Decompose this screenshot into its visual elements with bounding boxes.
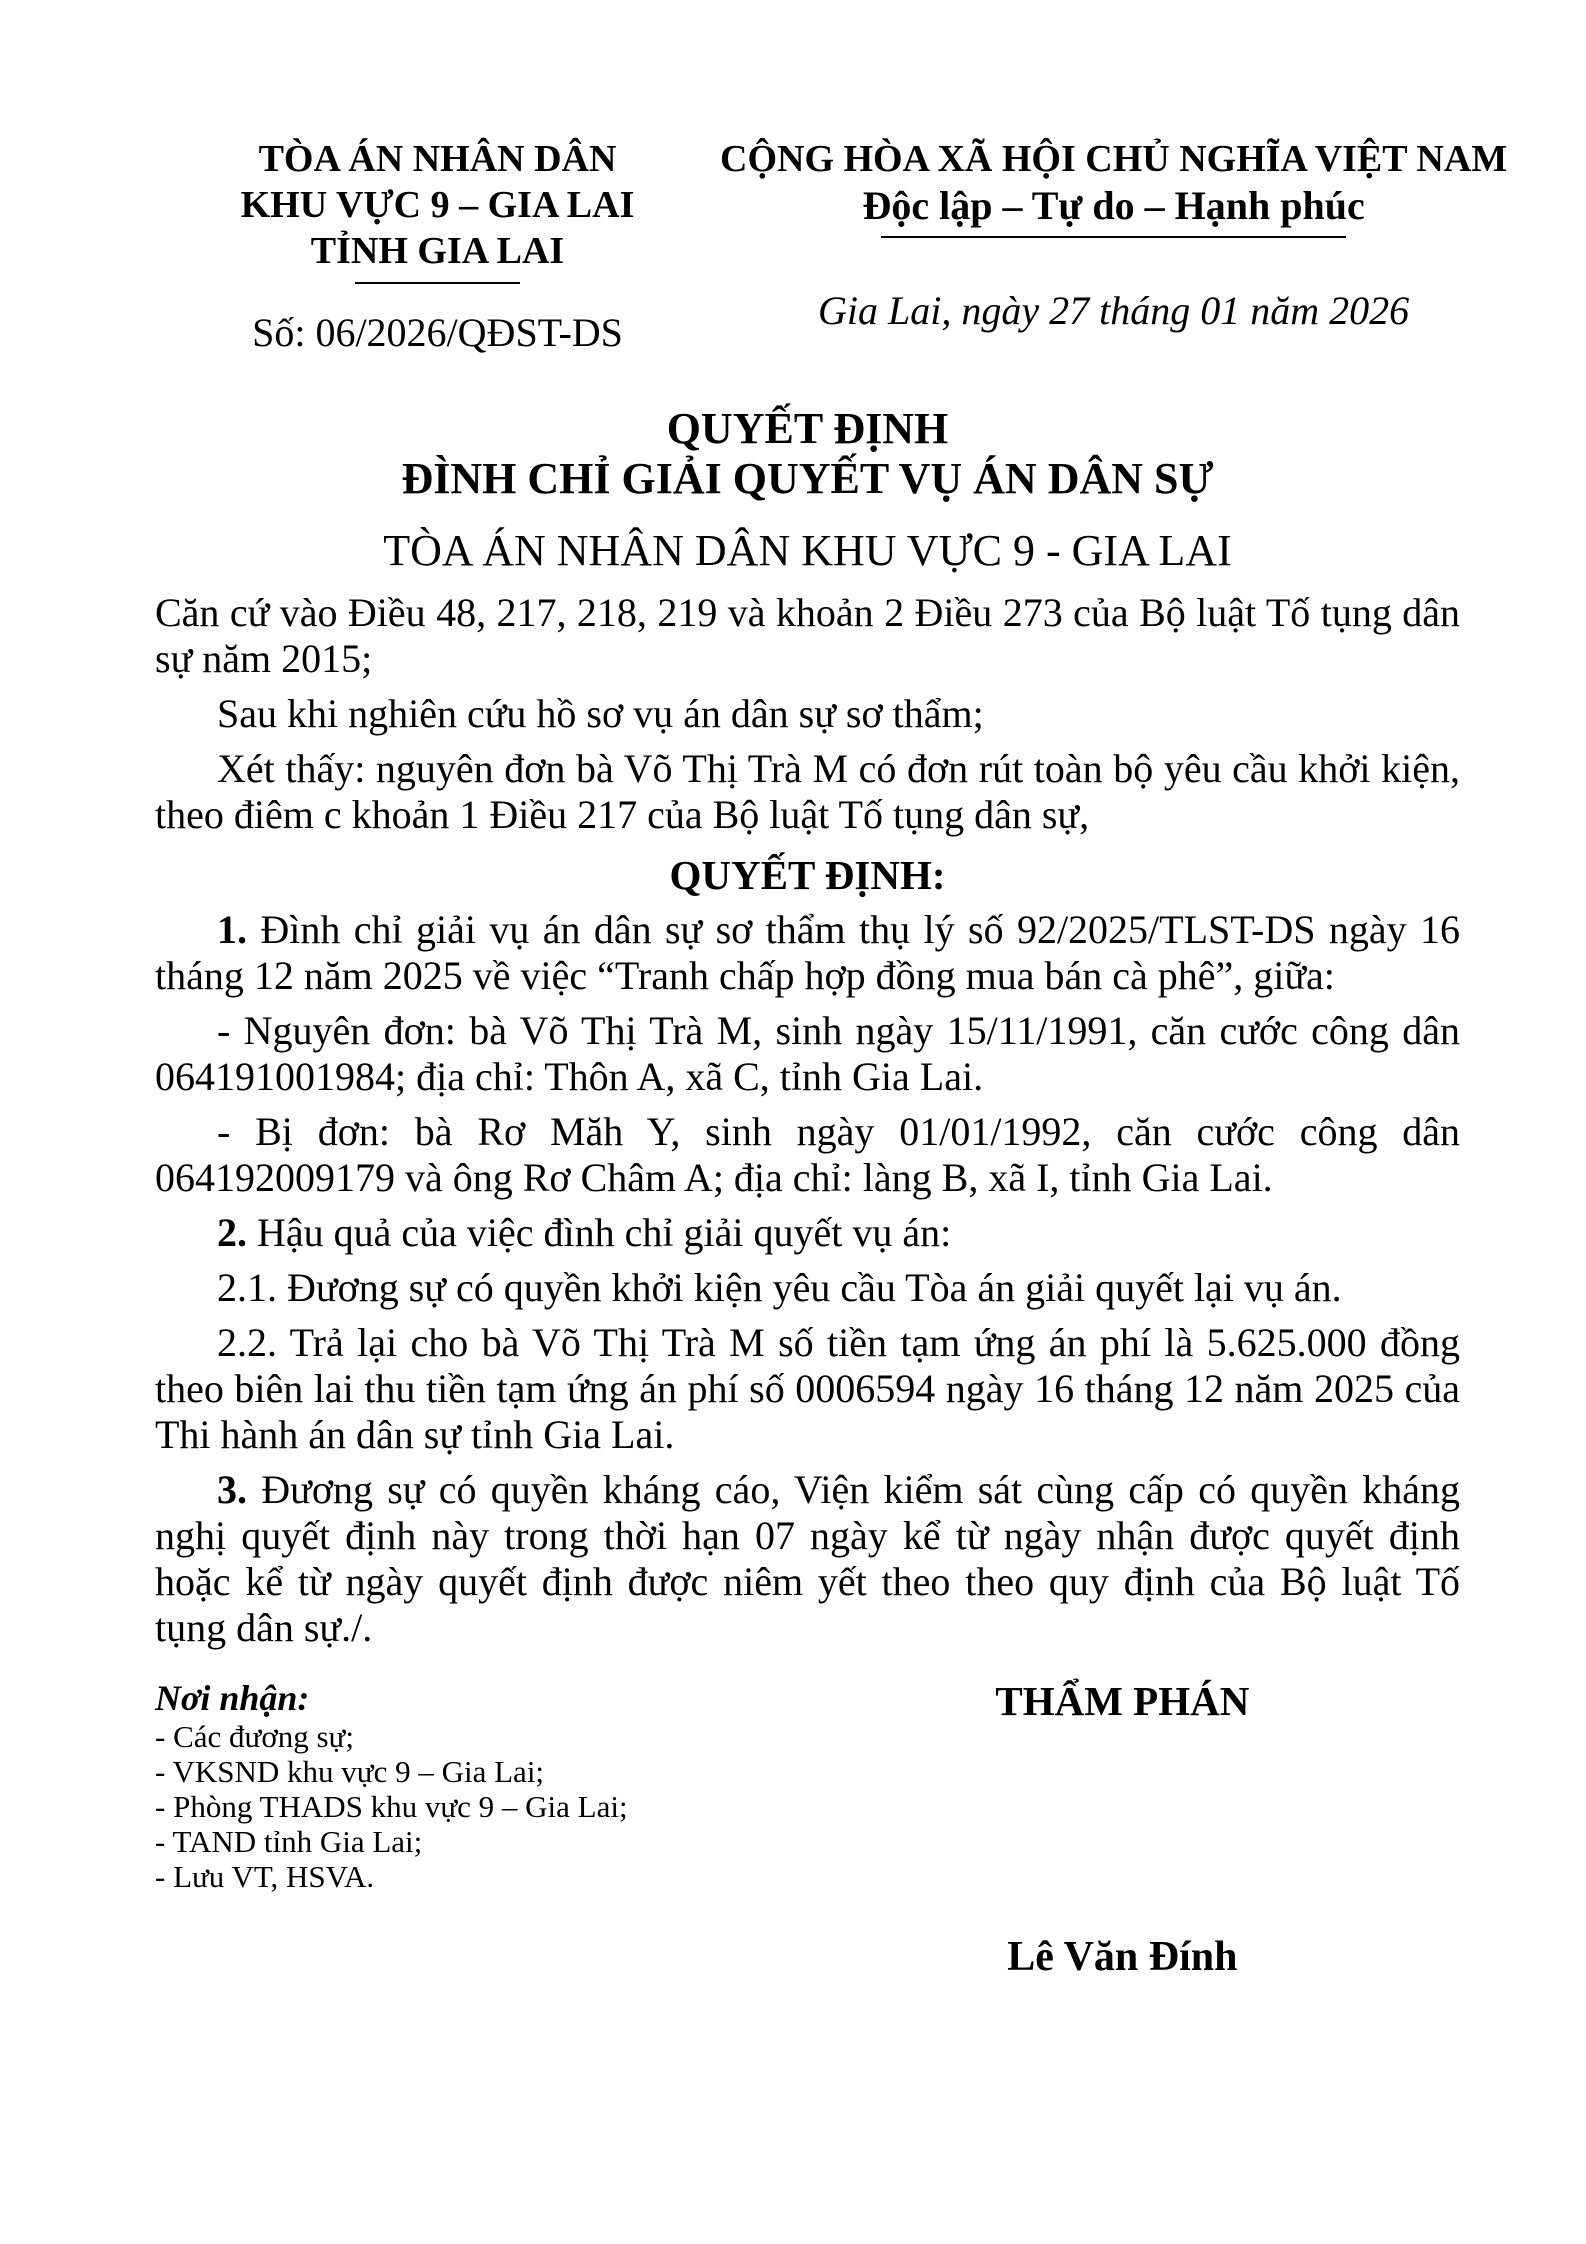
judge-title: THẨM PHÁN xyxy=(995,1678,1250,1724)
article-3-paragraph xyxy=(155,1467,1460,1651)
court-name-line3: TỈNH GIA LAI xyxy=(310,230,565,272)
article-1-text: Đình chỉ giải vụ án dân sự sơ thẩm thụ lý số 92/2025/TLST-DS ngày 16 tháng 12 năm 2025 về việc “Tranh chấp hợp đồng mua bán cà phê”, giữa: xyxy=(155,907,1460,998)
article-2-paragraph xyxy=(155,1210,1460,1256)
defendant-paragraph: - Bị đơn: bà Rơ Măh Y, sinh ngày 01/01/1992, căn cước công dân 064192009179 và ông Rơ Châm A; địa chỉ: làng B, xã I, tỉnh Gia Lai. xyxy=(155,1109,1460,1200)
national-motto: Độc lập – Tự do – Hạnh phúc xyxy=(862,183,1365,228)
recipient-item-vksnd: - VKSND khu vực 9 – Gia Lai; xyxy=(155,1754,545,1789)
article-1-paragraph xyxy=(155,907,1460,999)
recipient-item-tand: - TAND tỉnh Gia Lai; xyxy=(155,1824,423,1859)
recipient-item-archive: - Lưu VT, HSVA. xyxy=(155,1859,375,1894)
header-left-divider xyxy=(355,282,520,284)
title-block xyxy=(155,404,1460,576)
place-date-line: Gia Lai, ngày 27 tháng 01 năm 2026 xyxy=(818,288,1410,333)
signature-block xyxy=(860,1677,1460,1981)
article-1-number: 1. xyxy=(217,907,247,952)
court-name-line2: KHU VỰC 9 – GIA LAI xyxy=(240,184,635,226)
header-right-divider xyxy=(881,236,1346,238)
issuing-authority-block xyxy=(155,136,720,356)
document-body xyxy=(155,590,1460,1651)
judge-name: Lê Văn Đính xyxy=(1007,1934,1238,1980)
deciding-court-line: TÒA ÁN NHÂN DÂN KHU VỰC 9 - GIA LAI xyxy=(383,526,1232,575)
document-number: Số: 06/2026/QĐST-DS xyxy=(252,310,623,355)
legal-basis-paragraph: Căn cứ vào Điều 48, 217, 218, 219 và khoản 2 Điều 273 của Bộ luật Tố tụng dân sự năm 2015; xyxy=(155,590,1460,681)
article-2-number: 2. xyxy=(217,1210,247,1255)
article-3-number: 3. xyxy=(217,1467,247,1512)
plaintiff-paragraph: - Nguyên đơn: bà Võ Thị Trà M, sinh ngày 15/11/1991, căn cước công dân 064191001984; địa chỉ: Thôn A, xã C, tỉnh Gia Lai. xyxy=(155,1008,1460,1099)
decision-subtitle: ĐÌNH CHỈ GIẢI QUYẾT VỤ ÁN DÂN SỰ xyxy=(401,454,1214,503)
country-name: CỘNG HÒA XÃ HỘI CHỦ NGHĨA VIỆT NAM xyxy=(720,138,1508,180)
recipients-label: Nơi nhận: xyxy=(155,1678,310,1718)
decides-heading: QUYẾT ĐỊNH: xyxy=(669,852,946,898)
findings-paragraph: Xét thấy: nguyên đơn bà Võ Thị Trà M có đơn rút toàn bộ yêu cầu khởi kiện, theo điêm c khoản 1 Điều 217 của Bộ luật Tố tụng dân sự, xyxy=(155,746,1460,837)
recipients-block xyxy=(155,1677,860,1981)
article-2-text: Hậu quả của việc đình chỉ giải quyết vụ án: xyxy=(247,1210,952,1255)
recipient-item-thads: - Phòng THADS khu vực 9 – Gia Lai; xyxy=(155,1789,628,1824)
article-3-text: Đương sự có quyền kháng cáo, Viện kiểm sát cùng cấp có quyền kháng nghị quyết định này trong thời hạn 07 ngày kể từ ngày nhận được quyết định hoặc kể từ ngày quyết định được niêm yết theo theo quy định của Bộ luật Tố tụng dân sự./. xyxy=(155,1467,1460,1650)
national-header-block xyxy=(720,136,1552,356)
case-review-paragraph: Sau khi nghiên cứu hồ sơ vụ án dân sự sơ thẩm; xyxy=(217,691,984,736)
court-name-line1: TÒA ÁN NHÂN DÂN xyxy=(258,138,617,180)
document-header xyxy=(155,136,1508,356)
decision-title: QUYẾT ĐỊNH xyxy=(666,404,949,453)
article-2-2-paragraph: 2.2. Trả lại cho bà Võ Thị Trà M số tiền tạm ứng án phí là 5.625.000 đồng theo biên lai thu tiền tạm ứng án phí số 0006594 ngày 16 tháng 12 năm 2025 của Thi hành án dân sự tỉnh Gia Lai. xyxy=(155,1320,1460,1457)
document-footer xyxy=(155,1677,1460,1981)
article-2-1-paragraph: 2.1. Đương sự có quyền khởi kiện yêu cầu Tòa án giải quyết lại vụ án. xyxy=(217,1265,1342,1310)
recipient-item-parties: - Các đương sự; xyxy=(155,1719,354,1754)
